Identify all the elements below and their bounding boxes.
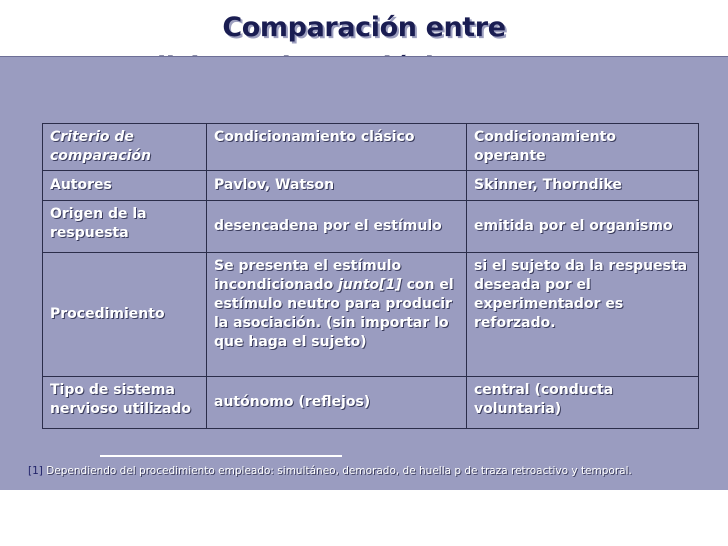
row-label-origen: Origen de la respuesta — [43, 201, 207, 253]
row-label-autores: Autores — [43, 171, 207, 201]
cell-operante-origen: emitida por el organismo — [467, 201, 699, 253]
cell-operante-autores: Skinner, Thorndike — [467, 171, 699, 201]
footnote-reference[interactable]: junto[1] — [338, 277, 402, 293]
cell-clasico-sistema: autónomo (reflejos) — [207, 377, 467, 429]
table-row — [43, 253, 699, 377]
cell-clasico-autores: Pavlov, Watson — [207, 171, 467, 201]
table-row — [43, 377, 699, 429]
table-header-row — [43, 124, 699, 171]
header-operante: Condicionamiento operante — [467, 124, 699, 171]
row-label-procedimiento: Procedimiento — [43, 253, 207, 377]
footnote — [28, 465, 718, 477]
cell-clasico-procedimiento — [207, 253, 467, 377]
header-clasico: Condicionamiento clásico — [207, 124, 467, 171]
row-label-sistema: Tipo de sistema nervioso utilizado — [43, 377, 207, 429]
cell-operante-sistema: central (conducta voluntaria) — [467, 377, 699, 429]
footnote-divider — [100, 455, 342, 457]
title-line-1: Comparación entre — [222, 12, 506, 43]
table-row — [43, 171, 699, 201]
footnote-marker[interactable]: [1] — [28, 465, 43, 477]
procedimiento-text-end: con el estímulo neutro para producir la asociación. (sin importar lo que haga el sujeto) — [214, 277, 454, 350]
procedimiento-text-start: Se presenta el estímulo incondicionado — [214, 258, 402, 293]
footnote-text: Dependiendo del procedimiento empleado: simultáneo, demorado, de huella p de traza retroactivo y temporal. — [42, 465, 632, 477]
comparison-table — [42, 123, 699, 429]
cell-clasico-origen: desencadena por el estímulo — [207, 201, 467, 253]
table-row — [43, 201, 699, 253]
header-criterio: Criterio de comparación — [43, 124, 207, 171]
cell-operante-procedimiento: si el sujeto da la respuesta deseada por el experimentador es reforzado. — [467, 253, 699, 377]
